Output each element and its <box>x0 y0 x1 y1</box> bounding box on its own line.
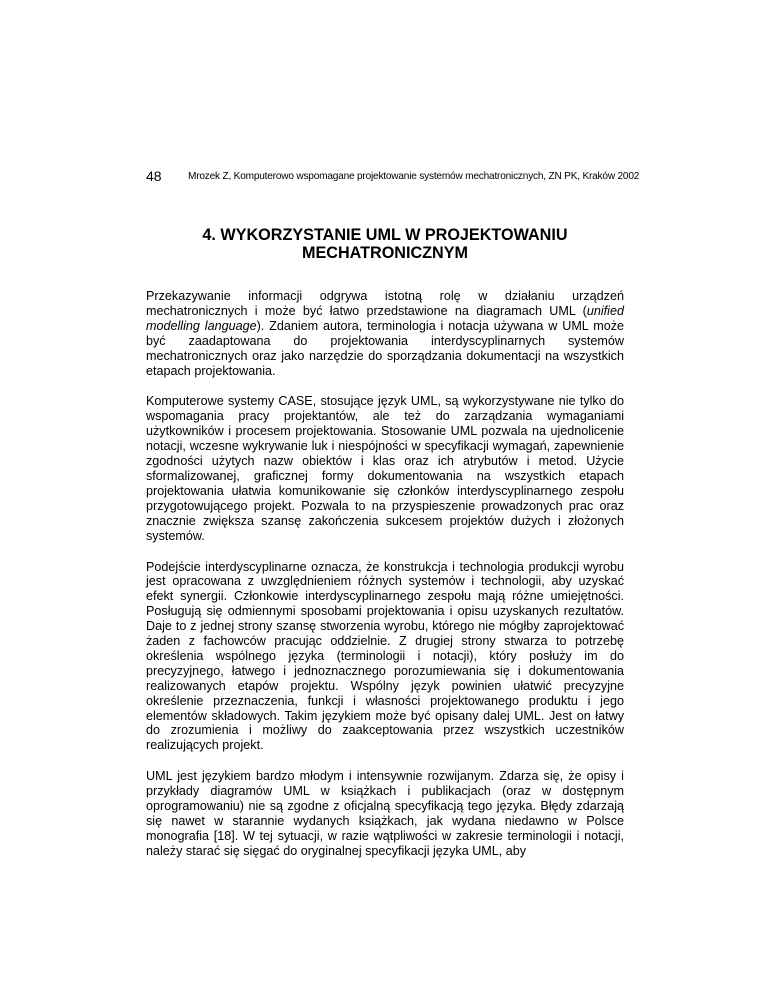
paragraph-3: Podejście interdyscyplinarne oznacza, że konstrukcja i technologia produkcji wyrobu jest opracowana z uwzględnieniem różnych systemów i technologii, aby uzyskać efekt synergii. Członkowie interdyscyplinarnego zespołu mają różne umiejętności. Posługują się odmiennymi sposobami projektowania i opisu uzyskanych rezultatów. Daje to z jednej strony szansę stworzenia wyrobu, którego nie mógłby zaprojektować żaden z fachowców pracując oddzielnie. Z drugiej strony stwarza to potrzebę określenia wspólnego języka (terminologii i notacji), który posłuży im do precyzyjnego, łatwego i jednoznacznego porozumiewania się i dokumentowania realizowanych etapów projektu. Wspólny język powinien ułatwić precyzyjne określenie przeznaczenia, funkcji i własności projektowanego produktu i jego elementów składowych. Takim językiem może być opisany dalej UML. Jest on łatwy do zrozumienia i możliwy do zaakceptowania przez wszystkich uczestników realizujących projekt. <box>146 559 624 753</box>
paragraph-4: UML jest językiem bardzo młodym i intensywnie rozwijanym. Zdarza się, że opisy i przykłady diagramów UML w książkach i publikacjach (oraz w dostępnym oprogramowaniu) nie są zgodne z oficjalną specyfikacją tego języka. Błędy zdarzają się nawet w starannie wydanych książkach, jak wydana niedawno w Polsce monografia [18]. W tej sytuacji, w razie wątpliwości w zakresie terminologii i notacji, należy starać się sięgać do oryginalnej specyfikacji języka UML, aby <box>146 769 624 858</box>
paragraph-1-italic-term: unified modelling language <box>146 303 624 333</box>
chapter-title-line-1: 4. WYKORZYSTANIE UML W PROJEKTOWANIU <box>202 226 568 244</box>
body-text <box>146 289 624 875</box>
paragraph-2: Komputerowe systemy CASE, stosujące język UML, są wykorzystywane nie tylko do wspomagania pracy projektantów, ale też do zarządzania wymaganiami użytkowników i procesem projektowania. Stosowanie UML pozwala na ujednolicenie notacji, wczesne wykrywanie luk i niespójności w specyfikacji wymagań, zapewnienie zgodności użytych nazw obiektów i klas oraz ich atrybutów i metod. Użycie sformalizowanej, graficznej formy dokumentowania na wszystkich etapach projektowania ułatwia komunikowanie się członków interdyscyplinarnego zespołu przygotowującego projekt. Pozwala to na przyspieszenie prowadzonych prac oraz znacznie zwiększa szansę zakończenia sukcesem projektów dużych i złożonych systemów. <box>146 394 624 543</box>
paragraph-1 <box>146 289 624 378</box>
paragraph-1-text-start: Przekazywanie informacji odgrywa istotną rolę w działaniu urządzeń mechatronicznych i może być łatwo przedstawione na diagramach UML ( <box>146 289 624 318</box>
page-header <box>146 168 640 186</box>
chapter-title <box>146 226 624 262</box>
paragraph-1-text-end: ). Zdaniem autora, terminologia i notacja używana w UML może być zaadaptowana do projektowania interdyscyplinarnych systemów mechatronicznych oraz jako narzędzie do sporządzania dokumentacji na wszystkich etapach projektowania. <box>146 318 625 378</box>
running-head: Mrozek Z, Komputerowo wspomagane projektowanie systemów mechatronicznych, ZN PK, Kraków 2002 <box>188 171 640 182</box>
chapter-title-line-2: MECHATRONICZNYM <box>301 244 469 262</box>
page-number: 48 <box>146 168 162 184</box>
